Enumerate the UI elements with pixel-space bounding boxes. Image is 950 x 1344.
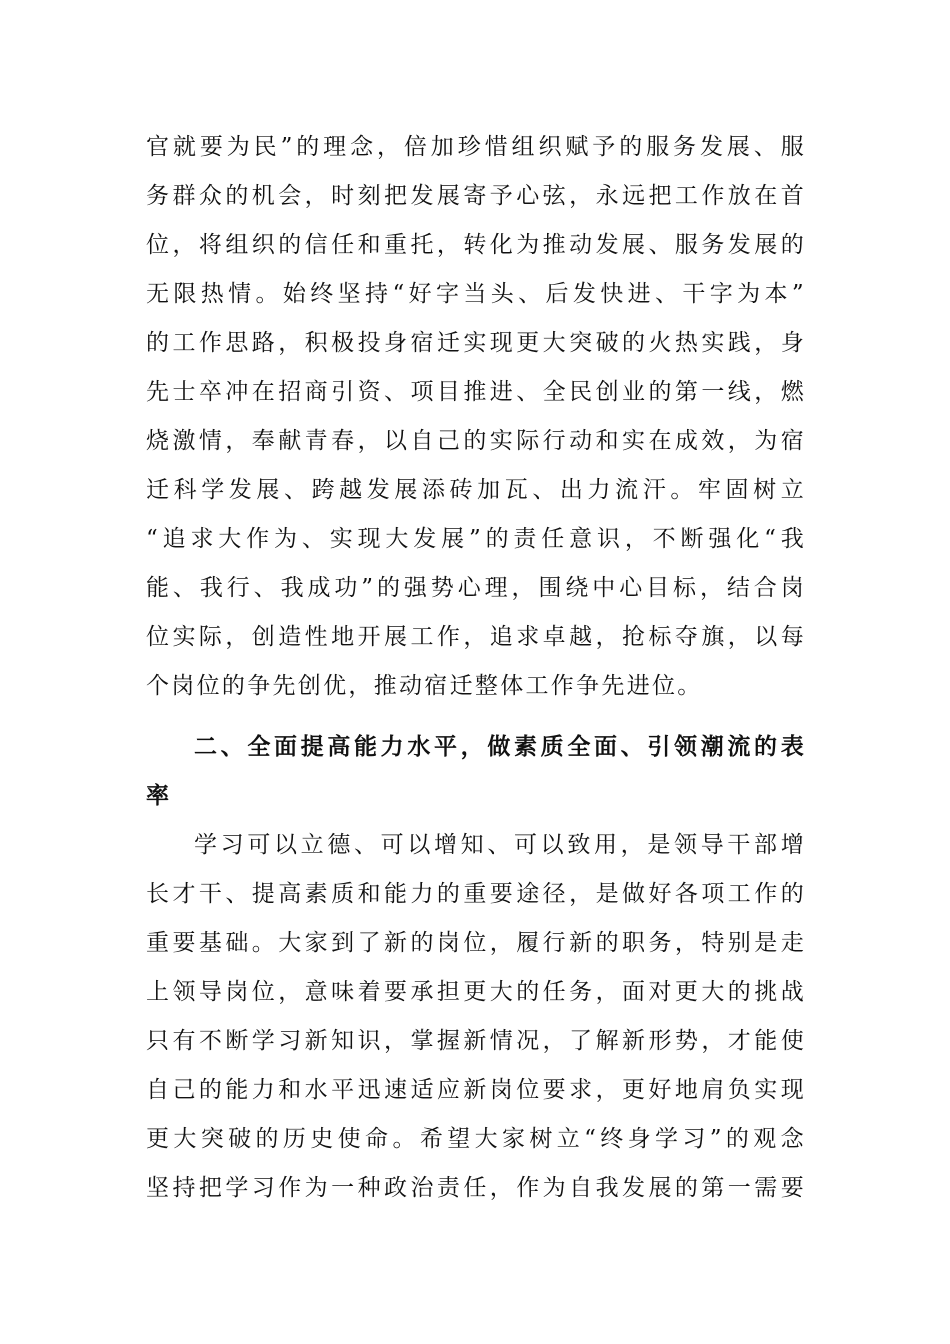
paragraph-line: 长才干、提高素质和能力的重要途径，是做好各项工作的 [146, 881, 806, 907]
paragraph-line: 个岗位的争先创优，推动宿迁整体工作争先进位。 [146, 673, 703, 699]
paragraph-line: 学习可以立德、可以增知、可以致用，是领导干部增 [194, 832, 806, 858]
paragraph-line: “追求大作为、实现大发展”的责任意识，不断强化“我 [146, 526, 806, 552]
paragraph-line: 能、我行、我成功”的强势心理，围绕中心目标，结合岗 [146, 575, 806, 601]
heading-line: 率 [146, 783, 172, 809]
paragraph-line: 无限热情。始终坚持“好字当头、后发快进、干字为本” [146, 281, 806, 307]
paragraph-line: 迁科学发展、跨越发展添砖加瓦、出力流汗。牢固树立 [146, 477, 806, 503]
paragraph-commitment [146, 123, 806, 711]
paragraph-line: 重要基础。大家到了新的岗位，履行新的职务，特别是走 [146, 930, 806, 956]
paragraph-line: 只有不断学习新知识，掌握新情况，了解新形势，才能使 [146, 1028, 806, 1054]
paragraph-line: 位实际，创造性地开展工作，追求卓越，抢标夺旗，以每 [146, 624, 806, 650]
paragraph-line: 更大突破的历史使命。希望大家树立“终身学习”的观念 [146, 1126, 806, 1152]
section-heading [146, 723, 806, 821]
paragraph-line: 坚持把学习作为一种政治责任，作为自我发展的第一需要 [146, 1175, 806, 1201]
paragraph-line: 自己的能力和水平迅速适应新岗位要求，更好地肩负实现 [146, 1077, 806, 1103]
paragraph-line: 上领导岗位，意味着要承担更大的任务，面对更大的挑战 [146, 979, 806, 1005]
heading-line: 二、全面提高能力水平，做素质全面、引领潮流的表 [194, 734, 806, 760]
paragraph-line: 位，将组织的信任和重托，转化为推动发展、服务发展的 [146, 232, 806, 258]
paragraph-line: 烧激情，奉献青春，以自己的实际行动和实在成效，为宿 [146, 428, 806, 454]
paragraph-learning [146, 821, 806, 1213]
paragraph-line: 的工作思路，积极投身宿迁实现更大突破的火热实践，身 [146, 330, 806, 356]
paragraph-line: 先士卒冲在招商引资、项目推进、全民创业的第一线，燃 [146, 379, 806, 405]
paragraph-line: 官就要为民”的理念，倍加珍惜组织赋予的服务发展、服 [146, 134, 806, 160]
paragraph-line: 务群众的机会，时刻把发展寄予心弦，永远把工作放在首 [146, 183, 806, 209]
